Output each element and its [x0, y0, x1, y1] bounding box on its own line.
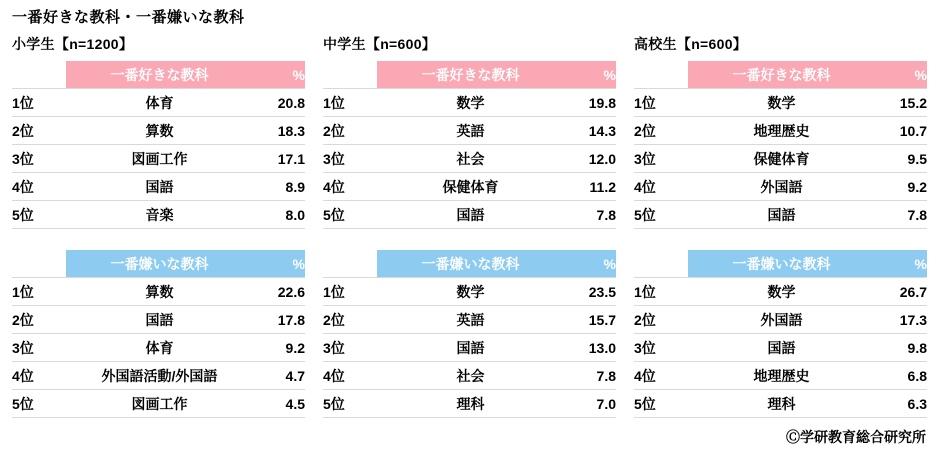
- subject-label: 国語: [688, 334, 875, 362]
- subject-label: 理科: [377, 390, 564, 418]
- percent-value: 11.2: [564, 173, 616, 201]
- header-percent: %: [253, 250, 305, 278]
- percent-value: 17.1: [253, 145, 305, 173]
- percent-value: 18.3: [253, 117, 305, 145]
- group-title: 小学生【n=1200】: [12, 36, 134, 52]
- rank-label: 5位: [12, 201, 66, 229]
- subject-label: 社会: [377, 362, 564, 390]
- rank-label: 5位: [634, 390, 688, 418]
- header-rank: [634, 61, 688, 89]
- subject-label: 保健体育: [688, 145, 875, 173]
- subject-label: 国語: [66, 306, 253, 334]
- percent-value: 9.2: [253, 334, 305, 362]
- header-subject-dislike: 一番嫌いな教科: [377, 250, 564, 278]
- rank-label: 3位: [323, 334, 377, 362]
- rank-label: 4位: [12, 173, 66, 201]
- subject-label: 国語: [66, 173, 253, 201]
- dislike-table: [12, 250, 305, 418]
- table-header-row: [634, 61, 927, 89]
- header-rank: [12, 250, 66, 278]
- rank-label: 5位: [323, 201, 377, 229]
- rank-label: 2位: [323, 306, 377, 334]
- subject-label: 体育: [66, 89, 253, 117]
- header-subject-like: 一番好きな教科: [688, 61, 875, 89]
- subject-label: 外国語: [688, 306, 875, 334]
- table-spacer: [323, 229, 616, 250]
- header-rank: [323, 61, 377, 89]
- subject-label: 外国語活動/外国語: [66, 362, 253, 390]
- table-row: [323, 173, 616, 201]
- header-rank: [634, 250, 688, 278]
- rank-label: 2位: [323, 117, 377, 145]
- table-row: [12, 278, 305, 306]
- percent-value: 22.6: [253, 278, 305, 306]
- rank-label: 1位: [12, 89, 66, 117]
- percent-value: 6.8: [875, 362, 927, 390]
- rank-label: 1位: [323, 89, 377, 117]
- table-row: [634, 278, 927, 306]
- rank-label: 2位: [12, 117, 66, 145]
- subject-label: 国語: [377, 334, 564, 362]
- table-row: [12, 173, 305, 201]
- rank-label: 3位: [634, 145, 688, 173]
- percent-value: 7.8: [875, 201, 927, 229]
- dislike-table: [323, 250, 616, 418]
- table-row: [634, 89, 927, 117]
- subject-label: 地理歴史: [688, 117, 875, 145]
- percent-value: 17.3: [875, 306, 927, 334]
- group-title: 中学生【n=600】: [323, 36, 437, 52]
- table-spacer: [634, 229, 927, 250]
- subject-label: 体育: [66, 334, 253, 362]
- percent-value: 20.8: [253, 89, 305, 117]
- subject-label: 外国語: [688, 173, 875, 201]
- subject-label: 地理歴史: [688, 362, 875, 390]
- percent-value: 4.7: [253, 362, 305, 390]
- table-row: [323, 306, 616, 334]
- group-columns: [12, 34, 928, 418]
- percent-value: 15.2: [875, 89, 927, 117]
- table-row: [12, 89, 305, 117]
- header-rank: [323, 250, 377, 278]
- subject-label: 数学: [688, 278, 875, 306]
- table-row: [634, 173, 927, 201]
- subject-label: 英語: [377, 117, 564, 145]
- header-percent: %: [564, 61, 616, 89]
- rank-label: 2位: [634, 117, 688, 145]
- percent-value: 10.7: [875, 117, 927, 145]
- rank-label: 4位: [12, 362, 66, 390]
- rank-label: 5位: [634, 201, 688, 229]
- rank-label: 3位: [12, 334, 66, 362]
- table-row: [634, 201, 927, 229]
- percent-value: 19.8: [564, 89, 616, 117]
- rank-label: 1位: [634, 89, 688, 117]
- header-subject-like: 一番好きな教科: [66, 61, 253, 89]
- subject-label: 数学: [377, 89, 564, 117]
- like-table: [634, 61, 927, 229]
- header-subject-dislike: 一番嫌いな教科: [688, 250, 875, 278]
- table-row: [634, 145, 927, 173]
- percent-value: 17.8: [253, 306, 305, 334]
- table-row: [12, 145, 305, 173]
- rank-label: 3位: [12, 145, 66, 173]
- percent-value: 13.0: [564, 334, 616, 362]
- rank-label: 5位: [323, 390, 377, 418]
- table-row: [12, 306, 305, 334]
- percent-value: 9.8: [875, 334, 927, 362]
- table-row: [634, 117, 927, 145]
- header-subject-like: 一番好きな教科: [377, 61, 564, 89]
- percent-value: 7.0: [564, 390, 616, 418]
- percent-value: 23.5: [564, 278, 616, 306]
- rank-label: 4位: [323, 362, 377, 390]
- subject-label: 社会: [377, 145, 564, 173]
- table-row: [323, 278, 616, 306]
- table-header-row: [634, 250, 927, 278]
- percent-value: 4.5: [253, 390, 305, 418]
- subject-label: 算数: [66, 278, 253, 306]
- page-title: 一番好きな教科・一番嫌いな教科: [12, 9, 245, 26]
- header-percent: %: [875, 61, 927, 89]
- rank-label: 3位: [323, 145, 377, 173]
- table-row: [634, 390, 927, 418]
- table-row: [12, 334, 305, 362]
- rank-label: 4位: [634, 362, 688, 390]
- percent-value: 8.9: [253, 173, 305, 201]
- group-title: 高校生【n=600】: [634, 36, 748, 52]
- table-spacer: [12, 229, 305, 250]
- group-highschool: [634, 34, 927, 418]
- percent-value: 9.5: [875, 145, 927, 173]
- rank-label: 4位: [323, 173, 377, 201]
- table-header-row: [323, 250, 616, 278]
- table-row: [323, 390, 616, 418]
- table-row: [323, 145, 616, 173]
- table-header-row: [12, 61, 305, 89]
- percent-value: 9.2: [875, 173, 927, 201]
- rank-label: 3位: [634, 334, 688, 362]
- table-row: [634, 334, 927, 362]
- dislike-table: [634, 250, 927, 418]
- percent-value: 7.8: [564, 201, 616, 229]
- percent-value: 8.0: [253, 201, 305, 229]
- percent-value: 12.0: [564, 145, 616, 173]
- percent-value: 14.3: [564, 117, 616, 145]
- percent-value: 15.7: [564, 306, 616, 334]
- header-percent: %: [875, 250, 927, 278]
- table-row: [323, 334, 616, 362]
- rank-label: 4位: [634, 173, 688, 201]
- table-row: [634, 306, 927, 334]
- subject-label: 理科: [688, 390, 875, 418]
- table-row: [323, 201, 616, 229]
- table-row: [634, 362, 927, 390]
- table-row: [12, 117, 305, 145]
- rank-label: 1位: [634, 278, 688, 306]
- table-row: [12, 362, 305, 390]
- header-percent: %: [564, 250, 616, 278]
- rank-label: 2位: [12, 306, 66, 334]
- header-percent: %: [253, 61, 305, 89]
- header-subject-dislike: 一番嫌いな教科: [66, 250, 253, 278]
- percent-value: 7.8: [564, 362, 616, 390]
- table-row: [323, 89, 616, 117]
- header-rank: [12, 61, 66, 89]
- table-row: [323, 362, 616, 390]
- rank-label: 5位: [12, 390, 66, 418]
- subject-label: 音楽: [66, 201, 253, 229]
- like-table: [323, 61, 616, 229]
- rank-label: 1位: [12, 278, 66, 306]
- subject-label: 数学: [688, 89, 875, 117]
- table-row: [323, 117, 616, 145]
- group-juniorhigh: [323, 34, 616, 418]
- subject-label: 図画工作: [66, 145, 253, 173]
- table-header-row: [323, 61, 616, 89]
- rank-label: 2位: [634, 306, 688, 334]
- table-header-row: [12, 250, 305, 278]
- subject-label: 国語: [377, 201, 564, 229]
- copyright-credit: Ⓒ学研教育総合研究所: [786, 429, 926, 445]
- subject-label: 英語: [377, 306, 564, 334]
- subject-label: 数学: [377, 278, 564, 306]
- table-row: [12, 201, 305, 229]
- percent-value: 6.3: [875, 390, 927, 418]
- table-row: [12, 390, 305, 418]
- rank-label: 1位: [323, 278, 377, 306]
- group-elementary: [12, 34, 305, 418]
- subject-label: 算数: [66, 117, 253, 145]
- percent-value: 26.7: [875, 278, 927, 306]
- like-table: [12, 61, 305, 229]
- subject-label: 保健体育: [377, 173, 564, 201]
- subject-label: 国語: [688, 201, 875, 229]
- subject-label: 図画工作: [66, 390, 253, 418]
